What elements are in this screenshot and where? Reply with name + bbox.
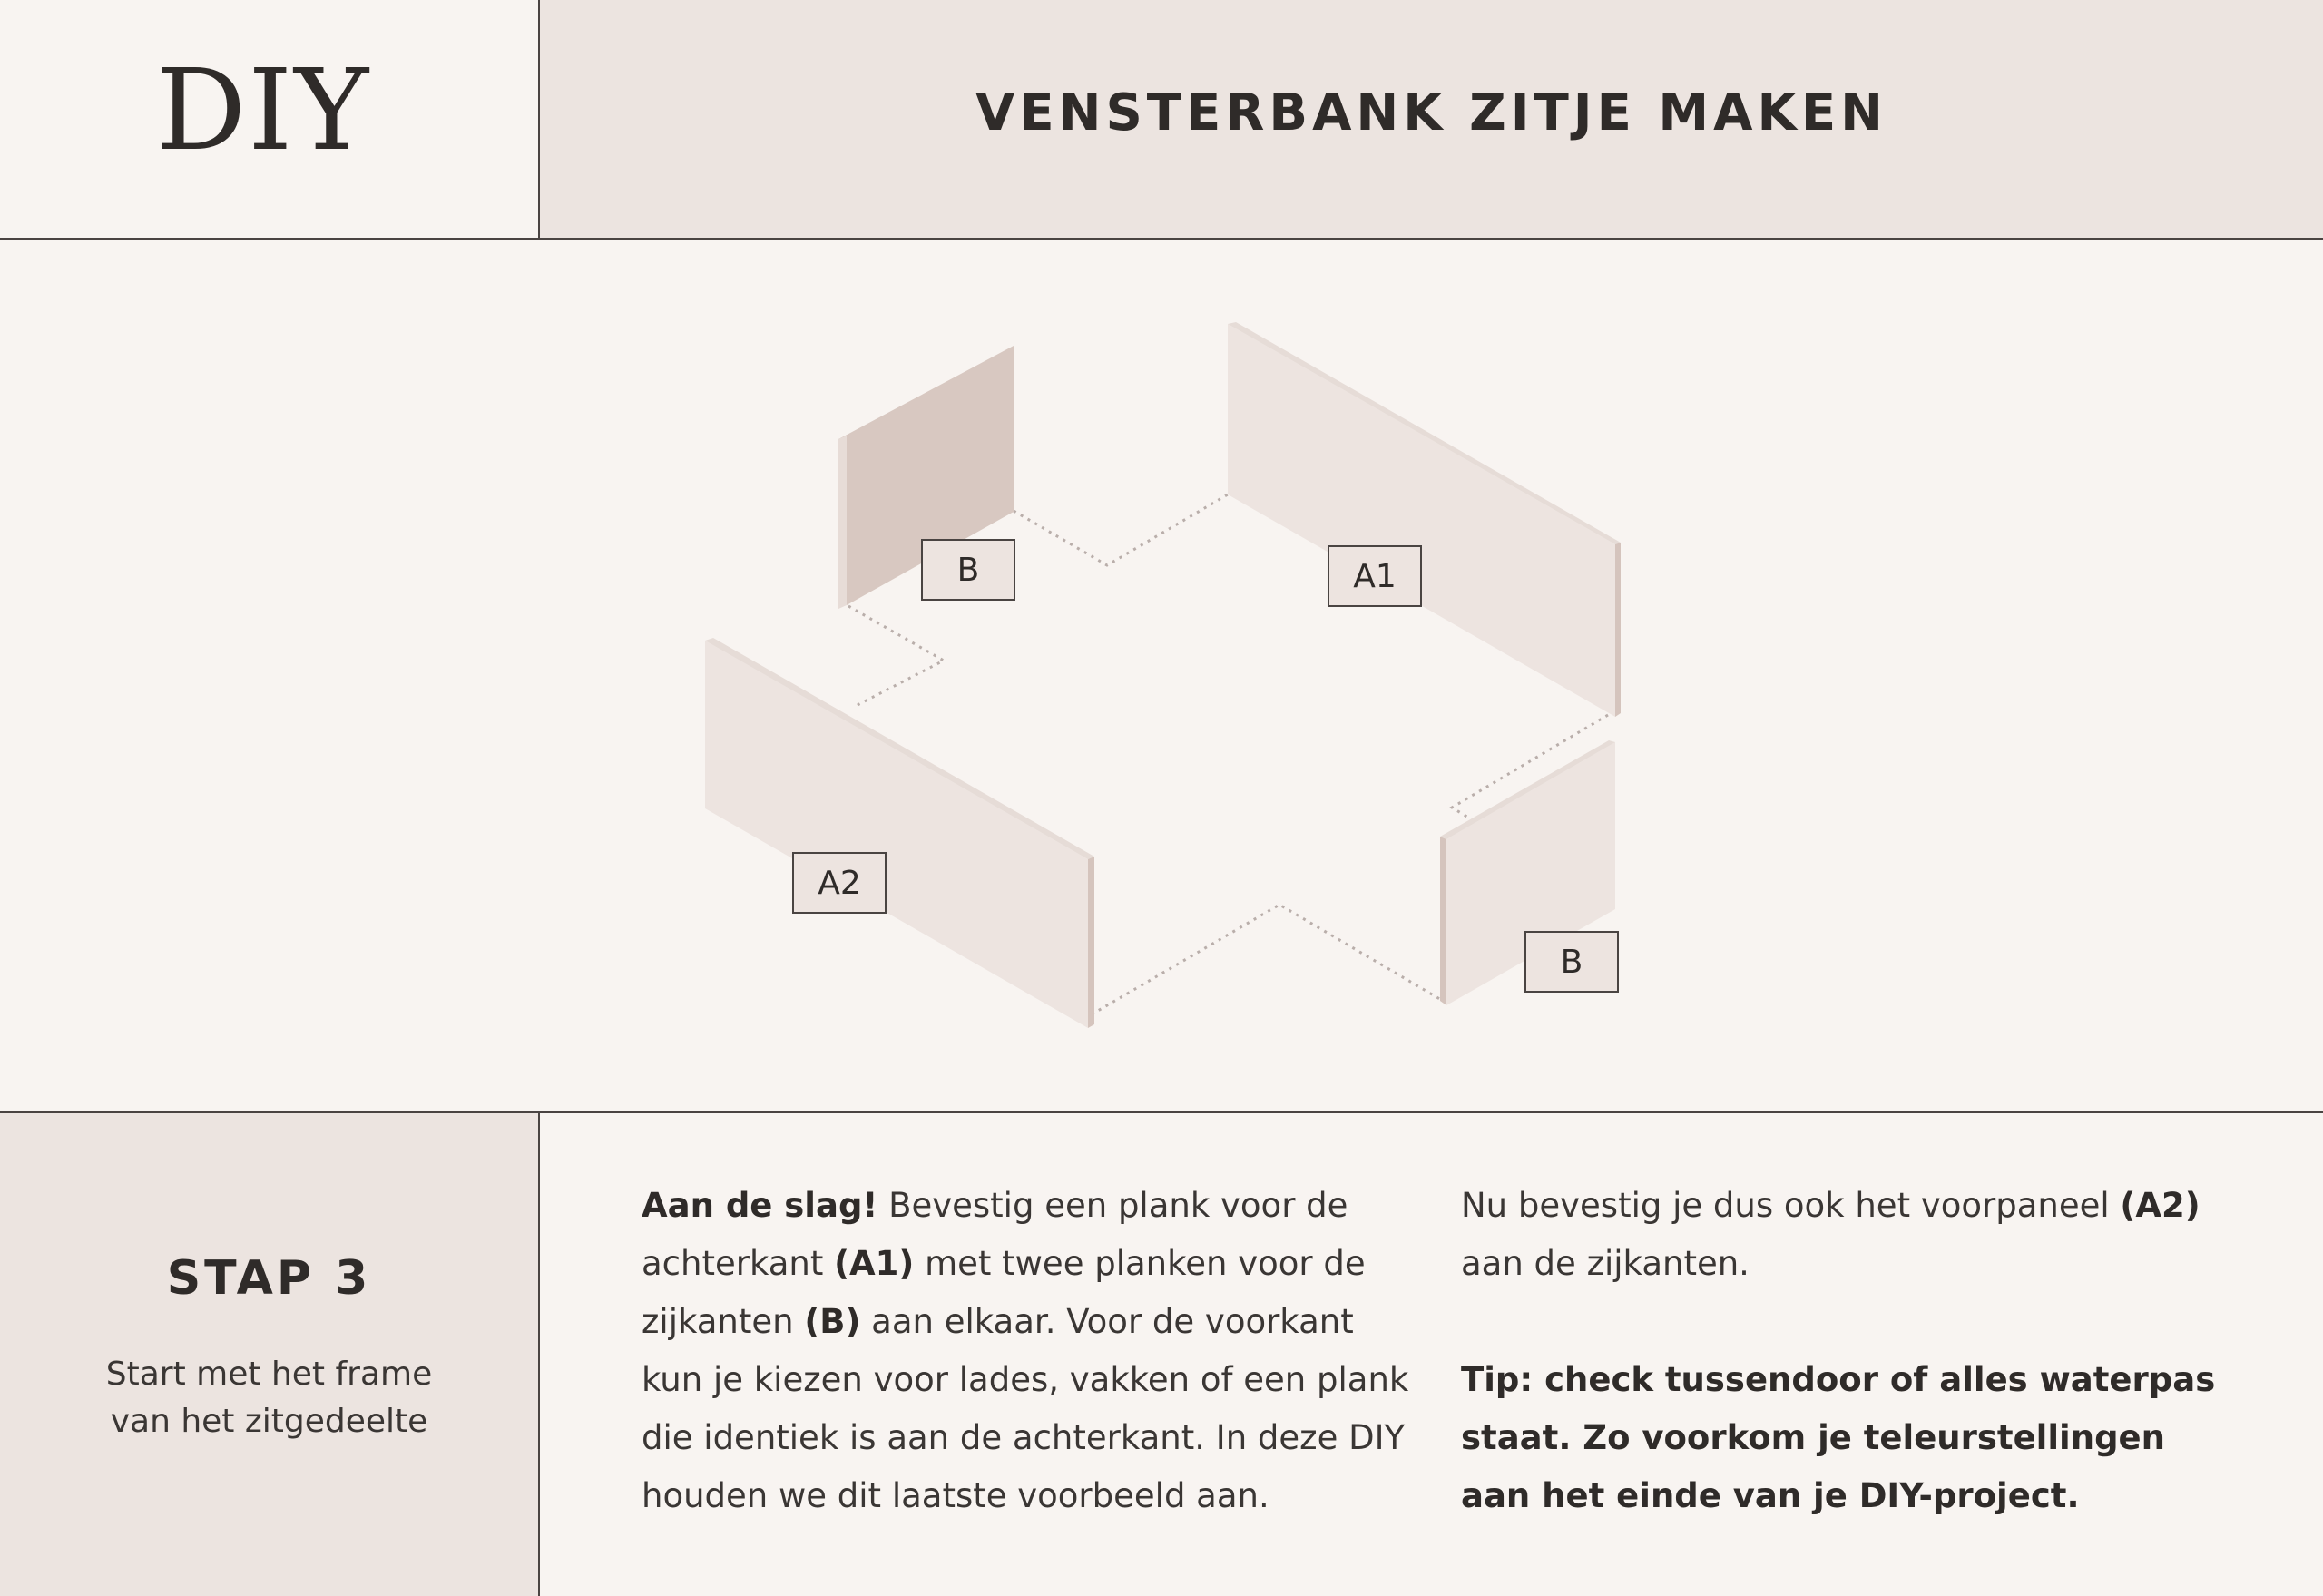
instructions-text: Bevestig een plank voor de achterkant xyxy=(642,1186,1348,1283)
instructions-text: Nu bevestig je dus ook het voorpaneel xyxy=(1461,1186,2121,1225)
step-subtitle xyxy=(0,1351,538,1445)
part-b-ref: (B) xyxy=(804,1302,861,1341)
guide-line xyxy=(848,606,944,706)
diy-logo: DIY xyxy=(155,45,371,176)
label-b-bottom xyxy=(1525,932,1618,992)
label-a1 xyxy=(1328,546,1421,606)
step-title: STAP 3 xyxy=(166,1251,372,1306)
part-a2-ref: (A2) xyxy=(2120,1186,2200,1225)
instructions-text: met twee planken voor de zijkanten xyxy=(642,1244,1366,1341)
instructions-text: aan elkaar. Voor de voorkant kun je kiezen voor lades, vakken of een plank die identiek is aan de achterkant. In deze DIY houden we dit laatste voorbeeld aan. xyxy=(642,1302,1409,1515)
tip-text: Tip: check tussendoor of alles waterpas staat. Zo voorkom je teleurstellingen aan het einde van je DIY-project. xyxy=(1461,1360,2216,1515)
step-panel xyxy=(0,1113,540,1596)
label-a1-text: A1 xyxy=(1353,558,1397,595)
label-a2 xyxy=(793,853,886,913)
instructions-text: aan de zijkanten. xyxy=(1461,1244,1750,1283)
guide-line xyxy=(1092,905,1443,1014)
guide-line xyxy=(1014,494,1228,565)
intro-bold: Aan de slag! xyxy=(642,1186,878,1225)
board-a1 xyxy=(1228,322,1621,717)
board-a2 xyxy=(705,638,1094,1028)
label-b-top xyxy=(922,540,1014,600)
instructions-column-2 xyxy=(1461,1177,2241,1525)
step-subtitle-line1: Start met het frame xyxy=(105,1356,433,1393)
step-subtitle-line2: van het zitgedeelte xyxy=(110,1403,428,1440)
label-b-bottom-text: B xyxy=(1560,944,1583,981)
instructions-column-1 xyxy=(642,1177,1422,1525)
assembly-illustration xyxy=(0,240,2323,1111)
label-b-top-text: B xyxy=(956,552,980,589)
part-a1-ref: (A1) xyxy=(834,1244,915,1283)
page-title: VENSTERBANK ZITJE MAKEN xyxy=(975,83,1887,142)
label-a2-text: A2 xyxy=(818,865,861,902)
